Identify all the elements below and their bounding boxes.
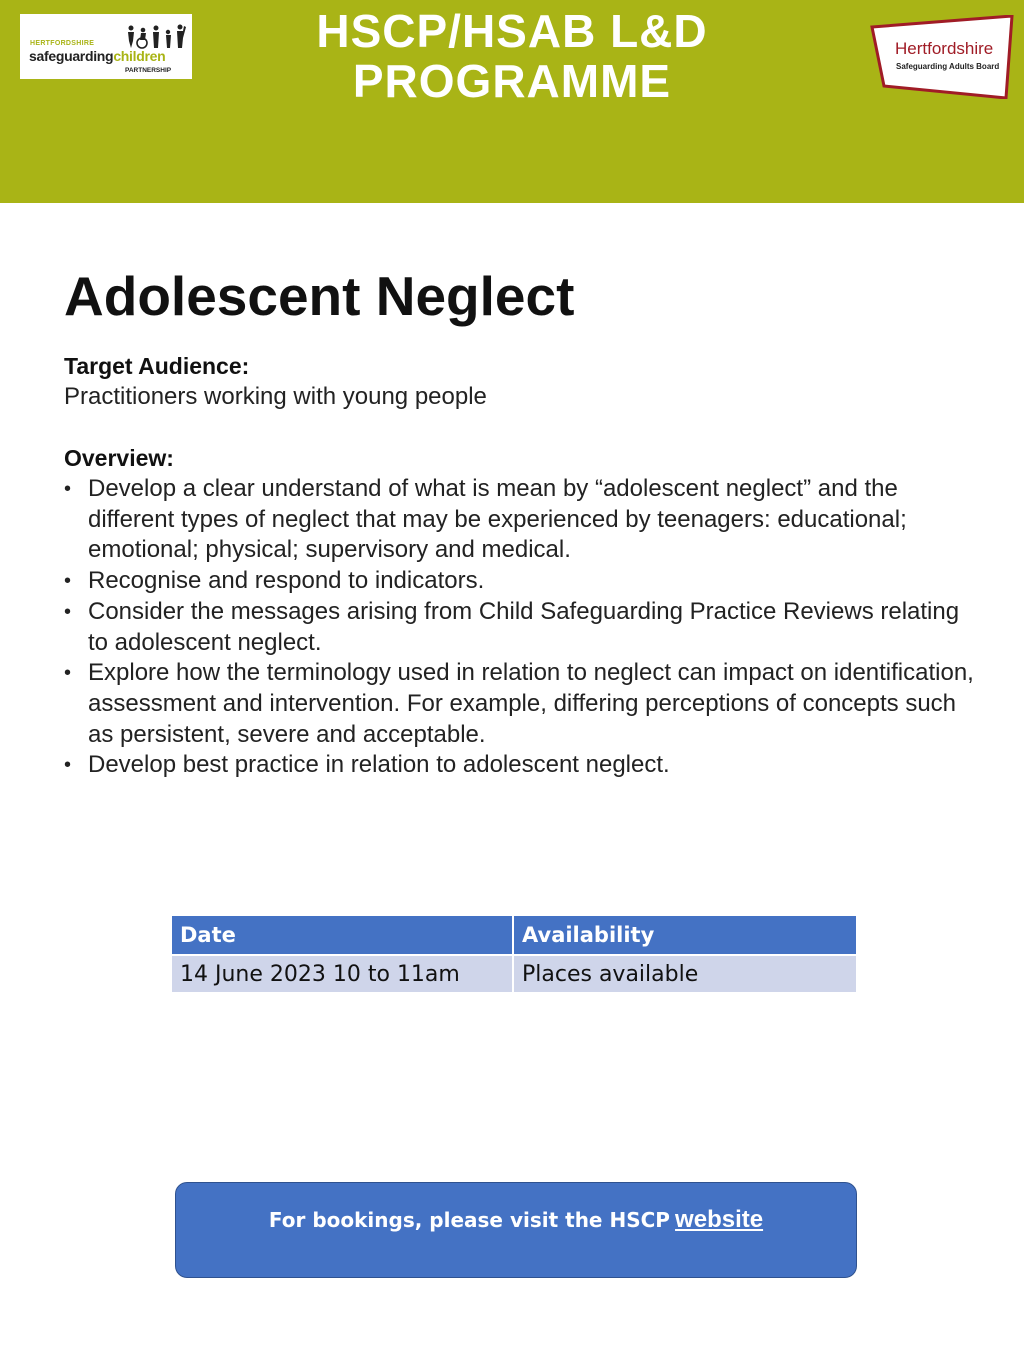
overview-item: • Develop best practice in relation to adolescent neglect. <box>64 750 984 781</box>
booking-text: For bookings, please visit the HSCP <box>268 1208 670 1232</box>
hsab-logo-line2: Safeguarding Adults Board <box>896 62 1000 71</box>
booking-website-link[interactable]: website <box>675 1206 764 1233</box>
children-figures-icon <box>123 24 193 50</box>
column-header-date: Date <box>172 916 514 956</box>
hscp-logo <box>20 14 192 79</box>
overview-item: • Consider the messages arising from Child Safeguarding Practice Reviews relating to adolescent neglect. <box>64 597 984 658</box>
header-banner <box>0 0 1024 203</box>
sessions-table <box>172 916 856 992</box>
programme-title <box>212 6 812 106</box>
overview-list <box>64 474 984 781</box>
overview-item: • Develop a clear understand of what is mean by “adolescent neglect” and the different types of neglect that may be experienced by teenagers: educational; emotional; physical; supervisory and medical. <box>64 474 984 566</box>
table-row <box>172 956 856 992</box>
audience-text: Practitioners working with young people <box>64 383 487 410</box>
logo-left-small-text: HERTFORDSHIRE <box>30 40 95 47</box>
logo-left-main-a: safeguarding <box>29 48 114 64</box>
logo-left-main-b: children <box>113 48 166 64</box>
logo-left-sub-text: PARTNERSHIP <box>125 67 172 74</box>
hsab-logo-line1: Hertfordshire <box>895 39 994 58</box>
column-header-availability: Availability <box>514 916 856 956</box>
session-availability-cell: Places available <box>514 956 856 992</box>
programme-title-line1: HSCP/HSAB L&D <box>316 5 708 57</box>
programme-title-line2: PROGRAMME <box>352 55 672 107</box>
overview-item: • Explore how the terminology used in relation to neglect can impact on identification, assessment and intervention. For example, differing perceptions of concepts such as persistent, severe and acceptable. <box>64 658 984 750</box>
table-header-row <box>172 916 856 956</box>
course-title: Adolescent Neglect <box>64 265 575 327</box>
overview-label: Overview: <box>64 445 174 471</box>
session-date-cell: 14 June 2023 10 to 11am <box>172 956 514 992</box>
logo-left-main-text <box>29 48 165 64</box>
hsab-logo <box>870 15 1016 99</box>
audience-label: Target Audience: <box>64 353 250 379</box>
overview-item: • Recognise and respond to indicators. <box>64 566 984 597</box>
booking-box <box>175 1182 857 1278</box>
